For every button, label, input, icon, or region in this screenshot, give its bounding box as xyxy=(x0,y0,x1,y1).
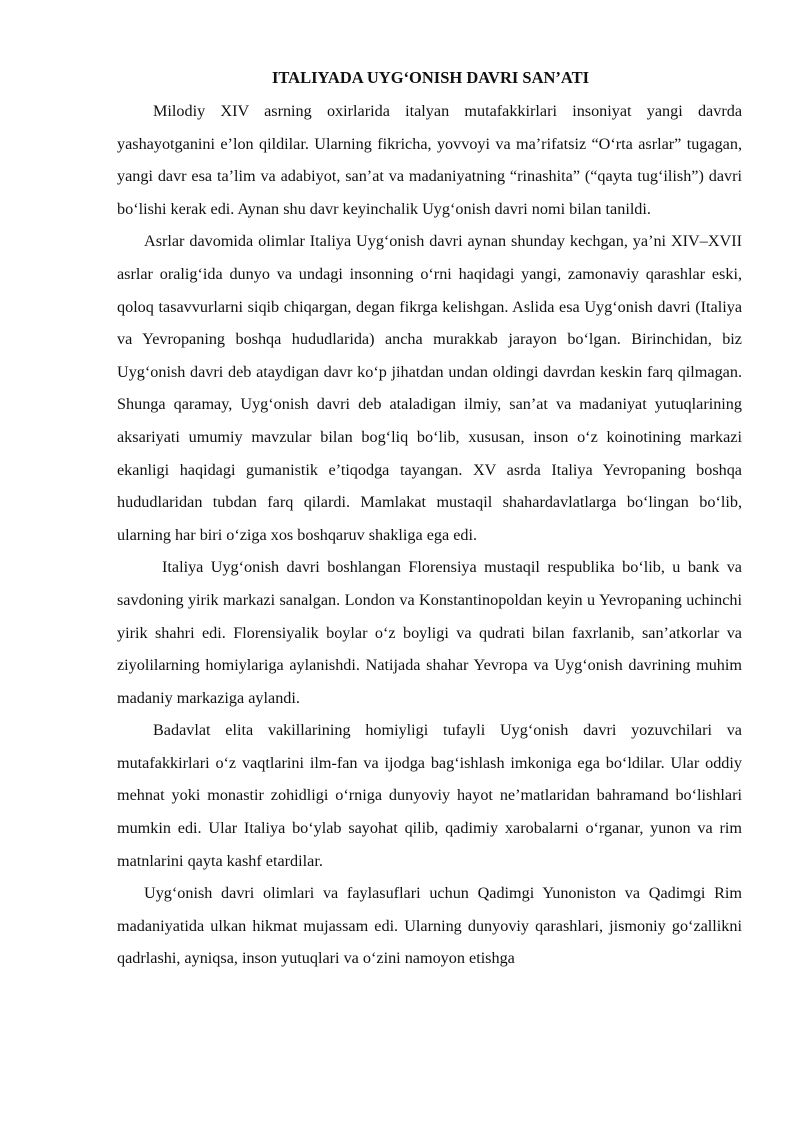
paragraph-1: Milodiy XIV asrning oxirlarida italyan mutafakkirlari insoniyat yangi davrda yashayotganini e’lon qildilar. Ularning fikricha, yovvoyi va ma’rifatsiz “O‘rta asrlar” tugagan, yangi davr esa ta’lim va adabiyot, san’at va madaniyatning “rinashita” (“qayta tug‘ilish”) davri bo‘lishi kerak edi. Aynan shu davr keyinchalik Uyg‘onish davri nomi bilan tanildi. xyxy=(117,102,742,218)
paragraph-3: Italiya Uyg‘onish davri boshlangan Florensiya mustaqil respublika bo‘lib, u bank va savdoning yirik markazi sanalgan. London va Konstantinopoldan keyin u Yevropaning uchinchi yirik shahri edi. Florensiyalik boylar o‘z boyligi va qudrati bilan faxrlanib, san’atkorlar va ziyolilarning homiylariga aylanishdi. Natijada shahar Yevropa va Uyg‘onish davrining muhim madaniy markaziga aylandi. xyxy=(117,558,742,707)
paragraph-5: Uyg‘onish davri olimlari va faylasuflari uchun Qadimgi Yunoniston va Qadimgi Rim madaniyatida ulkan hikmat mujassam edi. Ularning dunyoviy qarashlari, jismoniy go‘zallikni qadrlashi, ayniqsa, inson yutuqlari va o‘zini namoyon etishga xyxy=(117,884,742,968)
paragraph-4: Badavlat elita vakillarining homiyligi tufayli Uyg‘onish davri yozuvchilari va mutafakkirlari o‘z vaqtlarini ilm-fan va ijodga bag‘ishlash imkoniga ega bo‘ldilar. Ular oddiy mehnat yoki monastir zohidligi o‘rniga dunyoviy hayot ne’matlaridan bahramand bo‘lishlari mumkin edi. Ular Italiya bo‘ylab sayohat qilib, qadimiy xarobalarni o‘rganar, yunon va rim matnlarini qayta kashf etardilar. xyxy=(117,721,742,870)
document-title: ITALIYADA UYG‘ONISH DAVRI SAN’ATI xyxy=(271,68,590,87)
paragraph-2: Asrlar davomida olimlar Italiya Uyg‘onish davri aynan shunday kechgan, ya’ni XIV–XVII asrlar oralig‘ida dunyo va undagi insonning o‘rni haqidagi yangi, zamonaviy qarashlar eski, qoloq tasavvurlarni siqib chiqargan, degan fikrga kelishgan. Aslida esa Uyg‘onish davri (Italiya va Yevropaning boshqa hududlarida) ancha murakkab jarayon bo‘lgan. Birinchidan, biz Uyg‘onish davri deb ataydigan davr ko‘p jihatdan undan oldingi davrdan keskin farq qilmagan. Shunga qaramay, Uyg‘onish davri deb ataladigan ilmiy, san’at va madaniyat yutuqlarining aksariyati umumiy mavzular bilan bog‘liq bo‘lib, xususan, inson o‘z koinotining markazi ekanligi haqidagi gumanistik e’tiqodga tayangan. XV asrda Italiya Yevropaning boshqa hududlaridan tubdan farq qilardi. Mamlakat mustaqil shahardavlatlarga bo‘lingan bo‘lib, ularning har biri o‘ziga xos boshqaruv shakliga ega edi. xyxy=(117,232,742,544)
document-page xyxy=(117,66,742,975)
